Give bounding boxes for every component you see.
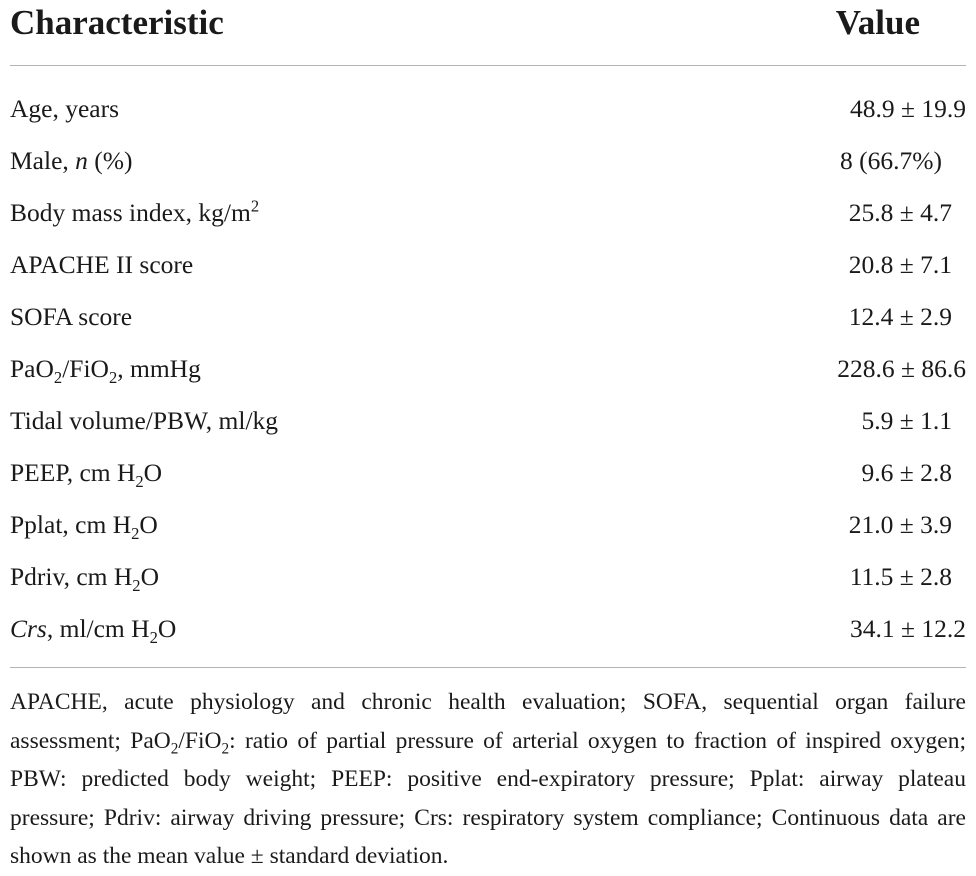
row-label: Body mass index, $kg/m^2$ — [10, 196, 260, 227]
table-header — [10, 0, 966, 52]
row-label: Pplat, cm $H_2O$ — [10, 510, 158, 544]
row-label: Male, n (%) — [10, 146, 133, 175]
row-value: 12.4 ± 2.9 — [848, 302, 952, 331]
row-label: Pdriv, cm $H_2O$ — [10, 562, 159, 596]
table-row — [10, 89, 966, 129]
header-rule — [10, 65, 966, 66]
table-row — [10, 349, 966, 389]
header-characteristic: Characteristic — [10, 3, 224, 42]
row-value: 48.9 ± 19.9 — [850, 94, 966, 123]
row-label: PaO$_2$/FiO$_2$, mmHg — [10, 354, 201, 388]
row-value: 8 (66.7%) — [840, 146, 942, 175]
header-value: Value — [835, 3, 920, 42]
row-value: 228.6 ± 86.6 — [837, 354, 966, 383]
table-footnote: APACHE, acute physiology and chronic health evaluation; SOFA, sequential organ failure assessment; PaO$_2$/FiO$_2$: ratio of partial pressure of arterial oxygen to fraction of inspired oxygen; PBW: predicted body weight; PEEP: positive end-expiratory pressure; Pplat: airway plateau pressure; Pdriv: airway driving pressure; Crs: respiratory system compliance; Continuous data are shown as the mean value ± standard deviation. — [10, 689, 966, 869]
table-row — [10, 505, 966, 545]
row-value: 34.1 ± 12.2 — [850, 614, 966, 643]
table-row — [10, 609, 966, 649]
row-label: Age, years — [10, 94, 120, 123]
table-row — [10, 245, 966, 285]
characteristics-table — [10, 0, 966, 648]
table-row — [10, 401, 966, 441]
row-value: 5.9 ± 1.1 — [861, 406, 952, 435]
row-value: 21.0 ± 3.9 — [848, 510, 952, 539]
table-row — [10, 453, 966, 493]
row-label: Tidal volume/PBW, ml/kg — [10, 406, 279, 435]
row-label: APACHE II score — [10, 250, 194, 279]
row-value: 25.8 ± 4.7 — [848, 198, 952, 227]
footer-rule — [10, 667, 966, 668]
table-row — [10, 297, 966, 337]
row-label: Crs, ml/cm $H_2O$ — [10, 614, 177, 648]
row-value: 11.5 ± 2.8 — [849, 562, 952, 591]
table-row — [10, 193, 966, 233]
row-label: PEEP, cm $H_2O$ — [10, 458, 163, 492]
row-label: SOFA score — [10, 302, 133, 331]
row-value: 20.8 ± 7.1 — [848, 250, 952, 279]
table-row — [10, 557, 966, 597]
row-value: 9.6 ± 2.8 — [861, 458, 952, 487]
table-row — [10, 141, 966, 181]
